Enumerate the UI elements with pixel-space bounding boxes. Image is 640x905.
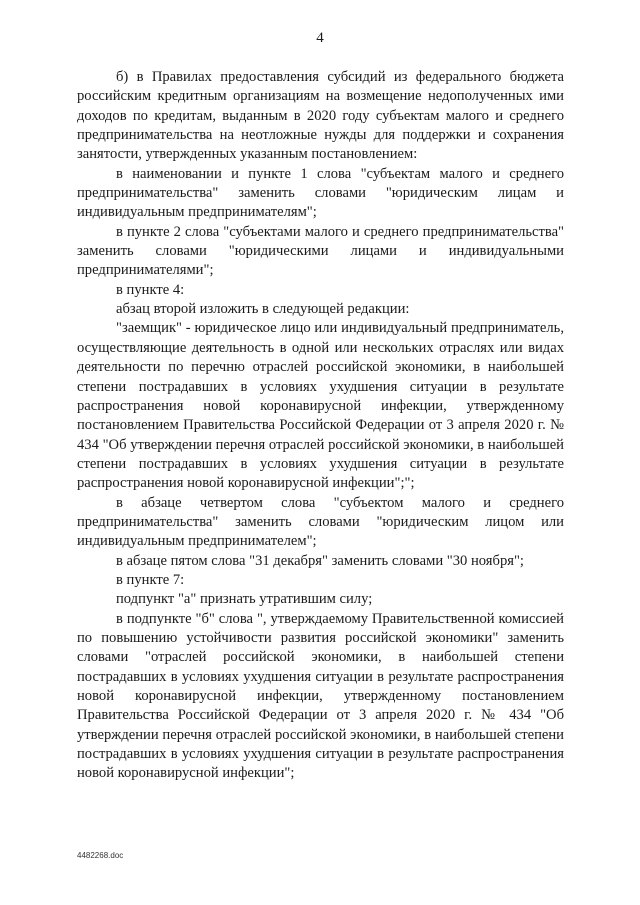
document-body (77, 68, 564, 784)
document-file-id: 4482268.doc (77, 851, 124, 860)
paragraph-second-subparagraph: абзац второй изложить в следующей редакции: (116, 301, 410, 318)
paragraph-point-4: в пункте 4: (116, 281, 185, 298)
paragraph-subpoint-b: в подпункте "б" слова ", утверждаемому Правительственной комиссией по повышению устойчивости развития российской экономики" заменить словами "отраслей российской экономики, в наибольшей степени пострадавших в условиях ухудшения ситуации в результате распространения новой коронавирусной инфекции, утвержденному постановлением Правительства Российской Федерации от 3 апреля 2020 г. № 434 "Об утверждении перечня отраслей российской экономики, в наибольшей степени пострадавших в условиях ухудшения ситуации в результате распространения новой коронавирусной инфекции"; (77, 610, 564, 782)
paragraph-item-b: б) в Правилах предоставления субсидий из федерального бюджета российским кредитным организациям на возмещение недополученных ими доходов по кредитам, выданным в 2020 году субъектам малого и среднего предпринимательства на неотложные нужды для поддержки и сохранения занятости, утвержденных указанным постановлением: (77, 69, 564, 163)
paragraph-fourth-subparagraph: в абзаце четвертом слова "субъектом малого и среднего предпринимательства" заменить словами "юридическим лицом или индивидуальным предпринимателем"; (77, 494, 564, 550)
paragraph-point-2: в пункте 2 слова "субъектами малого и среднего предпринимательства" заменить словами "юридическими лицами и индивидуальными предпринимателями"; (77, 223, 564, 279)
paragraph-subpoint-a: подпункт "а" признать утратившим силу; (116, 591, 373, 608)
paragraph-borrower-definition: "заемщик" - юридическое лицо или индивидуальный предприниматель, осуществляющие деятельность в одной или нескольких отраслях или видах деятельности по перечню отраслей российской экономики, в наибольшей степени пострадавших в условиях ухудшения ситуации в результате распространения новой коронавирусной инфекции, утвержденному постановлением Правительства Российской Федерации от 3 апреля 2020 г. № 434 "Об утверждении перечня отраслей российской экономики, в наибольшей степени пострадавших в условиях ухудшения ситуации в результате распространения новой коронавирусной инфекции";"; (77, 320, 564, 492)
paragraph-name-and-point-1: в наименовании и пункте 1 слова "субъектам малого и среднего предпринимательства" заменить словами "юридическим лицам и индивидуальным предпринимателям"; (77, 165, 564, 221)
paragraph-fifth-subparagraph: в абзаце пятом слова "31 декабря" заменить словами "30 ноября"; (116, 552, 524, 569)
paragraph-point-7: в пункте 7: (116, 571, 185, 588)
page-number: 4 (316, 30, 324, 46)
